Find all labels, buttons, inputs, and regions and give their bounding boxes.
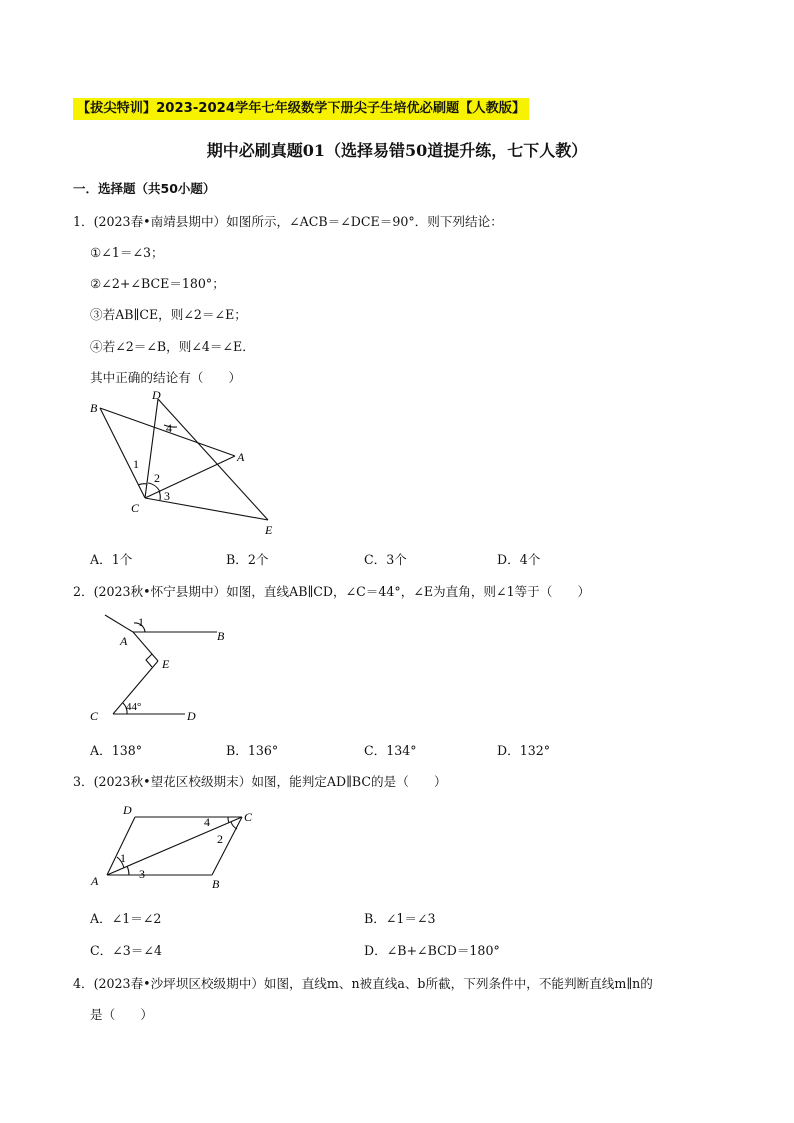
question-3-option-a[interactable]: A．∠1＝∠2 (90, 911, 162, 926)
question-2-option-b[interactable]: B．136° (226, 743, 279, 758)
angle-label-2: 2 (217, 832, 223, 846)
label-a: A (120, 634, 128, 648)
question-3-option-d[interactable]: D．∠B+∠BCD＝180° (364, 943, 500, 958)
segment-de (158, 399, 268, 520)
question-3-stem: 3．(2023秋•望花区校级期末）如图，能判定AD∥BC的是（ ） (73, 774, 447, 789)
angle-label-4: 4 (166, 421, 172, 435)
question-3-figure (85, 798, 265, 893)
question-1-option-a[interactable]: A．1个 (90, 552, 133, 567)
question-1-prompt: 其中正确的结论有（ ） (90, 370, 242, 385)
question-2-option-d[interactable]: D．132° (497, 743, 551, 758)
angle-label-3: 3 (139, 867, 145, 881)
angle-2-arc (231, 822, 237, 829)
question-2-option-c[interactable]: C．134° (364, 743, 417, 758)
question-1-statement-1: ①∠1＝∠3； (90, 245, 164, 260)
angle-3-arc (127, 866, 129, 875)
label-b: B (217, 629, 225, 643)
question-2-option-a[interactable]: A．138° (90, 743, 143, 758)
header-banner: 【拔尖特训】2023-2024学年七年级数学下册尖子生培优必刷题【人教版】 (73, 98, 529, 120)
question-1-stem: 1．(2023春•南靖县期中）如图所示，∠ACB＝∠DCE＝90°．则下列结论： (73, 214, 503, 229)
question-1-option-c[interactable]: C．3个 (364, 552, 407, 567)
label-b: B (212, 877, 220, 891)
angle-label-4: 4 (204, 815, 210, 829)
angle-label-1: 1 (120, 851, 126, 865)
question-1-figure (80, 385, 290, 545)
angle-1-arc (138, 484, 147, 485)
question-3-option-b[interactable]: B．∠1＝∠3 (364, 911, 436, 926)
question-1-statement-4: ④若∠2＝∠B，则∠4＝∠E． (90, 339, 255, 354)
angle-label-2: 2 (154, 471, 160, 485)
label-e: E (265, 523, 273, 537)
segment-ae (133, 632, 158, 661)
question-1-option-b[interactable]: B．2个 (226, 552, 269, 567)
label-c: C (131, 501, 140, 515)
ray-a-extension (105, 615, 133, 632)
label-c: C (244, 810, 253, 824)
question-2-figure (85, 605, 225, 727)
label-a: A (237, 450, 245, 464)
angle-label-3: 3 (164, 489, 170, 503)
angle-label-1: 1 (138, 615, 144, 629)
angle-4-arc (228, 817, 229, 823)
segment-bc (212, 817, 242, 875)
label-d: D (123, 803, 132, 817)
question-2-stem: 2．(2023秋•怀宁县期中）如图，直线AB∥CD，∠C＝44°，∠E为直角，则∠1等于（ ） (73, 584, 591, 599)
page-title: 期中必刷真题01（选择易错50道提升练，七下人教） (206, 141, 588, 160)
label-e: E (162, 657, 170, 671)
label-d: D (152, 388, 161, 402)
question-1-statement-2: ②∠2+∠BCE＝180°； (90, 276, 225, 291)
angle-3-arc (159, 491, 160, 500)
section-heading: 一．选择题（共50小题） (73, 181, 216, 196)
label-a: A (91, 874, 99, 888)
label-c: C (90, 709, 99, 723)
right-angle-mark (146, 654, 152, 667)
segment-da (107, 817, 135, 875)
label-d: D (187, 709, 196, 723)
angle-label-1: 1 (133, 457, 139, 471)
label-b: B (90, 401, 98, 415)
angle-label-44: 44° (126, 701, 142, 713)
question-4-stem: 4．(2023春•沙坪坝区校级期中）如图，直线m、n被直线a、b所截，下列条件中，不能判断直线m∥n的 (73, 976, 653, 991)
question-1-option-d[interactable]: D．4个 (497, 552, 541, 567)
question-4-stem-continued: 是（ ） (90, 1007, 153, 1022)
question-1-statement-3: ③若AB∥CE，则∠2＝∠E； (90, 307, 247, 322)
question-3-option-c[interactable]: C．∠3＝∠4 (90, 943, 162, 958)
